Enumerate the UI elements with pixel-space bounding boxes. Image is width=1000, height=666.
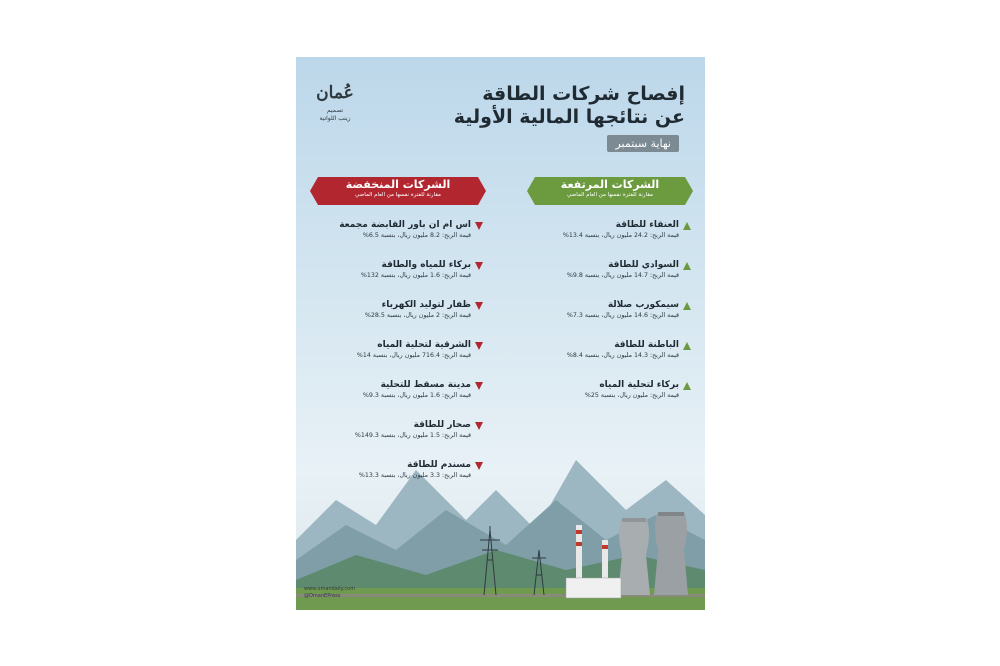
newspaper-logo: عُمان xyxy=(316,83,354,103)
company-name: العنقاء للطاقة xyxy=(615,220,679,230)
company-profit: قيمة الربح: 2 مليون ريال، بنسبة 28.5% xyxy=(364,312,471,319)
company-name: بركاء لتحلية المياه xyxy=(599,380,679,390)
list-item xyxy=(541,379,691,419)
company-profit: قيمة الربح: 24.2 مليون ريال، بنسبة 13.4% xyxy=(562,232,679,239)
up-arrow-icon xyxy=(683,342,691,350)
company-profit: قيمة الربح: 14.7 مليون ريال، بنسبة 9.8% xyxy=(566,272,679,279)
footer xyxy=(304,586,355,600)
down-arrow-icon xyxy=(475,382,483,390)
falling-companies-ribbon xyxy=(318,177,478,205)
company-profit: قيمة الربح: 1.5 مليون ريال، بنسبة 149.3% xyxy=(354,432,471,439)
design-credit-label: تصميم xyxy=(326,107,344,114)
page-title xyxy=(385,83,685,129)
company-profit: قيمة الربح: 1.6 مليون ريال، بنسبة 9.3% xyxy=(362,392,471,399)
social-handle[interactable]: @OmanEPress xyxy=(304,593,341,599)
company-name: بركاء للمياه والطاقة xyxy=(381,260,471,270)
period-badge: نهاية سبتمبر xyxy=(607,135,679,152)
list-item xyxy=(313,259,483,299)
list-item xyxy=(313,339,483,379)
company-profit: قيمة الربح: 3.3 مليون ريال، بنسبة 13.3% xyxy=(358,472,471,479)
company-profit: قيمة الربح: 14.3 مليون ريال، بنسبة 8.4% xyxy=(566,352,679,359)
company-profit: قيمة الربح: مليون ريال، بنسبة 25% xyxy=(584,392,679,399)
list-item xyxy=(541,299,691,339)
down-arrow-icon xyxy=(475,462,483,470)
company-profit: قيمة الربح: 14.6 مليون ريال، بنسبة 7.3% xyxy=(566,312,679,319)
website-link[interactable]: www.omandaily.com xyxy=(304,586,356,592)
company-profit: قيمة الربح: 8.2 مليون ريال، بنسبة 6.5% xyxy=(362,232,471,239)
company-profit: قيمة الربح: 716.4 مليون ريال، بنسبة 14% xyxy=(356,352,471,359)
rising-heading: الشركات المرتفعة xyxy=(560,178,660,191)
list-item xyxy=(313,379,483,419)
falling-companies-list xyxy=(313,219,483,499)
up-arrow-icon xyxy=(683,222,691,230)
title-line-1: إفصاح شركات الطاقة xyxy=(482,83,685,105)
rising-companies-list xyxy=(541,219,691,419)
company-name: سيمكورب صلالة xyxy=(607,300,679,310)
down-arrow-icon xyxy=(475,342,483,350)
company-name: اس ام ان باور القابضة مجمعة xyxy=(339,220,471,230)
design-credit-name: زينب اللواتية xyxy=(319,115,351,122)
down-arrow-icon xyxy=(475,422,483,430)
down-arrow-icon xyxy=(475,262,483,270)
company-profit: قيمة الربح: 1.6 مليون ريال، بنسبة 132% xyxy=(360,272,471,279)
list-item xyxy=(313,419,483,459)
logo xyxy=(310,83,360,123)
up-arrow-icon xyxy=(683,262,691,270)
down-arrow-icon xyxy=(475,222,483,230)
list-item xyxy=(313,459,483,499)
up-arrow-icon xyxy=(683,302,691,310)
list-item xyxy=(541,219,691,259)
up-arrow-icon xyxy=(683,382,691,390)
falling-note: مقارنة للفترة نفسها من العام الماضي xyxy=(355,192,441,198)
title-line-2: عن نتائجها المالية الأولية xyxy=(453,106,685,128)
rising-companies-ribbon xyxy=(535,177,685,205)
down-arrow-icon xyxy=(475,302,483,310)
company-name: صحار للطاقة xyxy=(413,420,471,430)
rising-note: مقارنة للفترة نفسها من العام الماضي xyxy=(567,192,653,198)
company-name: السوادي للطاقة xyxy=(608,260,679,270)
company-name: مدينة مسقط للتحلية xyxy=(380,380,471,390)
company-name: الباطنة للطاقة xyxy=(614,340,679,350)
falling-heading: الشركات المنخفضة xyxy=(345,178,451,191)
list-item xyxy=(541,259,691,299)
company-name: ظفار لتوليد الكهرباء xyxy=(381,300,471,310)
company-name: الشرقية لتحلية المياه xyxy=(377,340,471,350)
list-item xyxy=(313,219,483,259)
infographic-poster xyxy=(296,57,705,610)
company-name: مسندم للطاقة xyxy=(407,460,471,470)
list-item xyxy=(313,299,483,339)
list-item xyxy=(541,339,691,379)
